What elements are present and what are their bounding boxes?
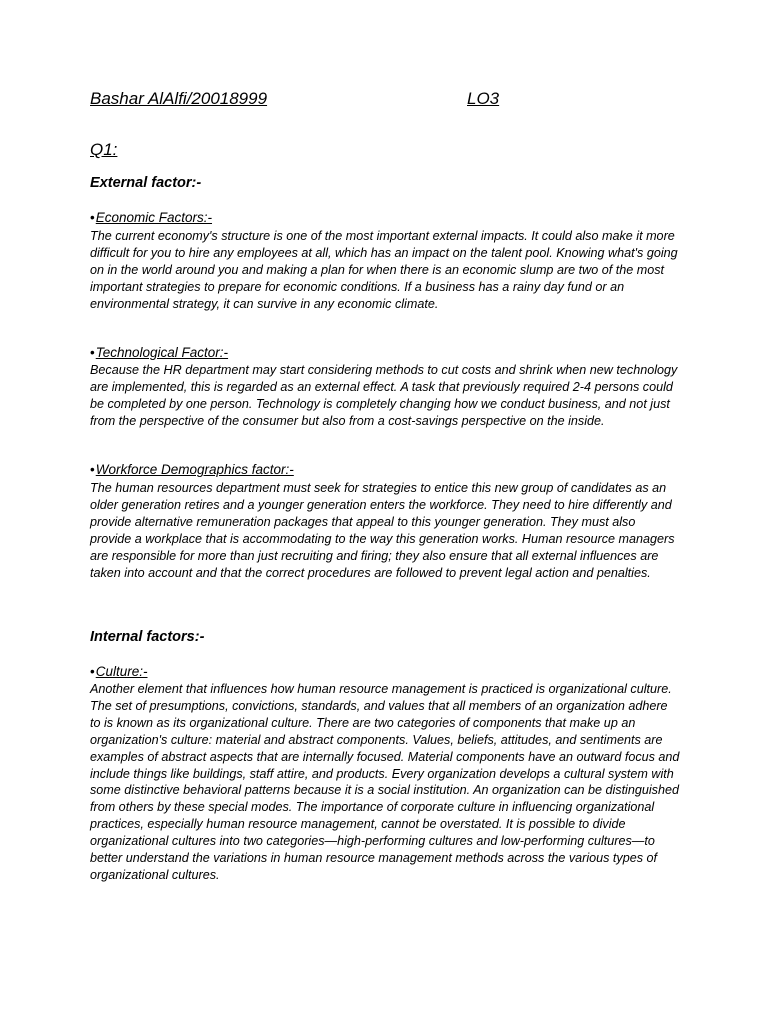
bullet: • — [90, 210, 95, 225]
technological-factor-label: Technological Factor:- — [95, 345, 229, 360]
internal-factors-heading — [90, 629, 204, 645]
question-number: Q1: — [90, 140, 118, 159]
workforce-demographics-subheading — [90, 462, 294, 477]
author-id: Bashar AlAlfi/20018999 — [90, 89, 268, 108]
bullet: • — [90, 345, 95, 360]
economic-factors-paragraph: The current economy's structure is one of the most important external impacts. It could also make it more difficult for you to hire any employees at all, which has an impact on the talent pool. Knowing what's going on in the world around you and making a plan for when there is an economic slump are two of the most important strategies to prepare for economic conditions. If a business has a rainy day fund or an environmental strategy, it can survive in any economic climate. — [90, 229, 678, 311]
learning-outcome-code: LO3 — [467, 89, 500, 108]
economic-factors-label: Economic Factors:- — [95, 210, 213, 225]
culture-subheading — [90, 664, 148, 679]
workforce-demographics-label: Workforce Demographics factor:- — [95, 462, 294, 477]
culture-paragraph: Another element that influences how human resource management is practiced is organizational culture. The set of presumptions, convictions, standards, and values that all members of an organization adhere to is known as its organizational culture. There are two categories of components that make up an organization's culture: material and abstract components. Values, beliefs, attitudes, and sentiments are examples of abstract aspects that are internally focused. Material components have an outward focus and include things like buildings, staff attire, and products. Every organization develops a cultural system with some distinctive behavioral patterns because it is a social institution. An organization can be distinguished from others by these special modes. The importance of corporate culture in influencing organizational practices, especially human resource management, cannot be overstated. It is possible to divide organizational cultures into two categories—high-performing cultures and low-performing cultures—to better understand the variations in human resource management methods across the various types of organizational cultures. — [90, 682, 680, 882]
economic-factors-subheading — [90, 210, 212, 225]
internal-heading-suffix: :- — [194, 629, 205, 645]
workforce-demographics-paragraph: The human resources department must seek for strategies to entice this new group of candidates as an older generation retires and a younger generation enters the workforce. They need to hire differently and provide alternative remuneration packages that appeal to this younger generation. They must also provide a workplace that is accommodating to the way this generation works. Human resource managers are responsible for more than just recruiting and firing; they also ensure that all external influences are taken into account and that the correct procedures are followed to prevent legal action and penalties. — [90, 481, 675, 580]
technological-factor-paragraph: Because the HR department may start considering methods to cut costs and shrink when new technology are implemented, this is regarded as an external effect. A task that previously required 2-4 persons could be completed by one person. Technology is completely changing how we conduct business, and not just from the perspective of the consumer but also from a cost-savings perspective on the inside. — [90, 363, 678, 428]
internal-heading-label: Internal factors — [90, 629, 195, 645]
document-header — [90, 89, 690, 115]
external-heading-suffix: :- — [191, 175, 202, 191]
technological-factor-subheading — [90, 345, 228, 360]
bullet: • — [90, 462, 95, 477]
external-factors-heading — [90, 175, 201, 191]
culture-label: Culture:- — [95, 664, 148, 679]
external-heading-label: External factor — [90, 175, 192, 191]
bullet: • — [90, 664, 95, 679]
